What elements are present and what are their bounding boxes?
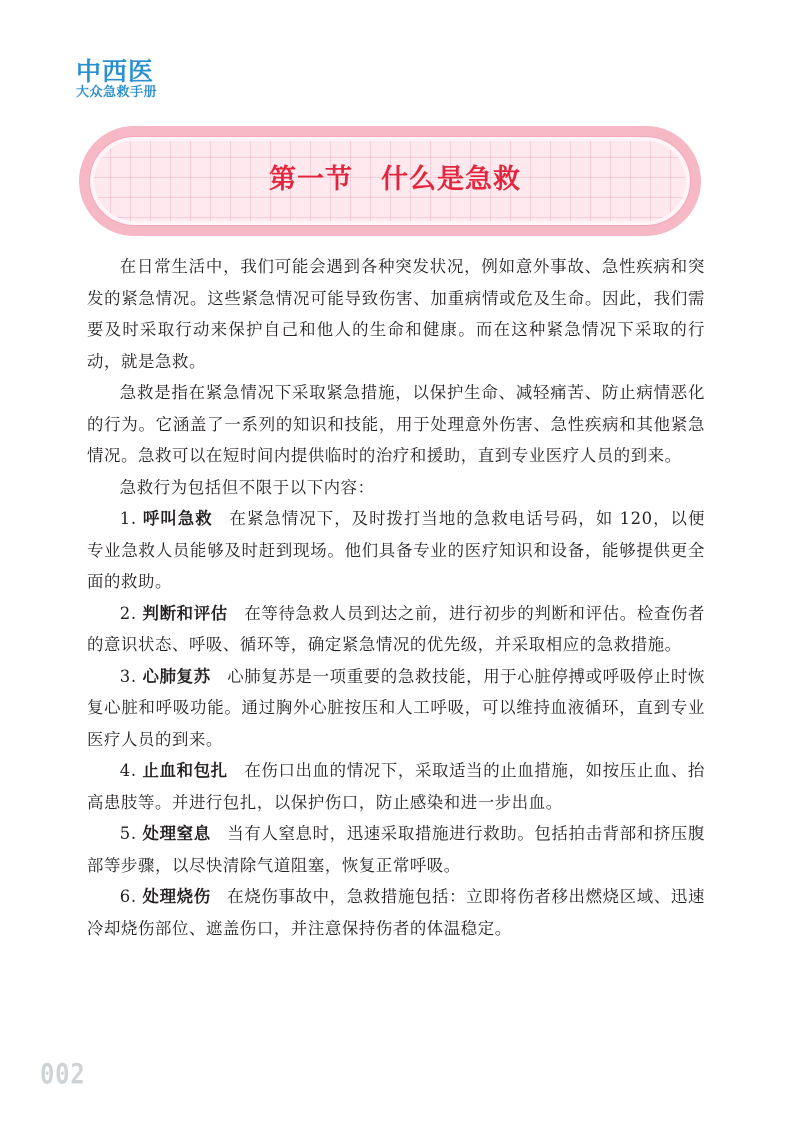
item-text: 在伤口出血的情况下，采取适当的止血措施，如按压止血、抬高患肢等。并进行包扎，以保护伤口，防止感染和进一步出血。 bbox=[87, 761, 706, 812]
list-intro-paragraph: 急救行为包括但不限于以下内容： bbox=[119, 477, 375, 497]
intro-paragraph-2: 急救是指在紧急情况下采取紧急措施，以保护生命、减轻痛苦、防止病情恶化的行为。它涵盖了一系列的知识和技能，用于处理意外伤害、急性疾病和其他紧急情况。急救可以在短时间内提供临时的治疗和援助，直到专业医疗人员的到来。 bbox=[87, 383, 705, 465]
item-text: 在烧伤事故中，急救措施包括：立即将伤者移出燃烧区域、迅速冷却烧伤部位、遮盖伤口，并注意保持伤者的体温稳定。 bbox=[87, 887, 705, 938]
item-title: 止血和包扎 bbox=[142, 761, 228, 780]
item-title: 判断和评估 bbox=[142, 603, 228, 623]
article-body bbox=[87, 251, 705, 944]
page-number: 002 bbox=[40, 1057, 86, 1090]
item-title: 处理窒息 bbox=[142, 824, 211, 843]
item-number: 1. bbox=[119, 509, 137, 528]
book-title: 中西医 bbox=[76, 57, 155, 86]
list-item-bleeding bbox=[87, 755, 705, 818]
item-number: 3. bbox=[119, 666, 137, 686]
item-number: 5. bbox=[119, 824, 137, 843]
section-title: 第一节 什么是急救 bbox=[269, 164, 521, 195]
list-item-cpr bbox=[87, 661, 705, 756]
list-item-call-emergency bbox=[87, 503, 705, 598]
item-text: 在等待急救人员到达之前，进行初步的判断和评估。检查伤者的意识状态、呼吸、循环等，确定紧急情况的优先级，并采取相应的急救措施。 bbox=[87, 603, 706, 654]
list-item-burns bbox=[87, 881, 705, 944]
book-subtitle: 大众急救手册 bbox=[76, 85, 158, 100]
item-number: 6. bbox=[119, 887, 137, 906]
item-number: 4. bbox=[119, 761, 137, 780]
item-title: 心肺复苏 bbox=[142, 666, 211, 686]
item-title: 呼叫急救 bbox=[142, 509, 213, 528]
item-text: 在紧急情况下，及时拨打当地的急救电话号码，如 120，以便专业急救人员能够及时赶到现场。他们具备专业的医疗知识和设备，能够提供更全面的救助。 bbox=[87, 509, 705, 591]
list-item-choking bbox=[87, 818, 705, 881]
item-text: 心肺复苏是一项重要的急救技能，用于心脏停搏或呼吸停止时恢复心脏和呼吸功能。通过胸外心脏按压和人工呼吸，可以维持血液循环，直到专业医疗人员的到来。 bbox=[87, 666, 705, 749]
item-number: 2. bbox=[119, 603, 137, 623]
book-brand bbox=[76, 58, 186, 100]
intro-paragraph-1: 在日常生活中，我们可能会遇到各种突发状况，例如意外事故、急性疾病和突发的紧急情况。这些紧急情况可能导致伤害、加重病情或危及生命。因此，我们需要及时采取行动来保护自己和他人的生命和健康。而在这种紧急情况下采取的行动，就是急救。 bbox=[87, 257, 705, 371]
item-title: 处理烧伤 bbox=[142, 887, 211, 906]
list-item-assess bbox=[87, 598, 705, 661]
item-text: 当有人窒息时，迅速采取措施进行救助。包括拍击背部和挤压腹部等步骤，以尽快清除气道阻塞，恢复正常呼吸。 bbox=[87, 824, 705, 875]
